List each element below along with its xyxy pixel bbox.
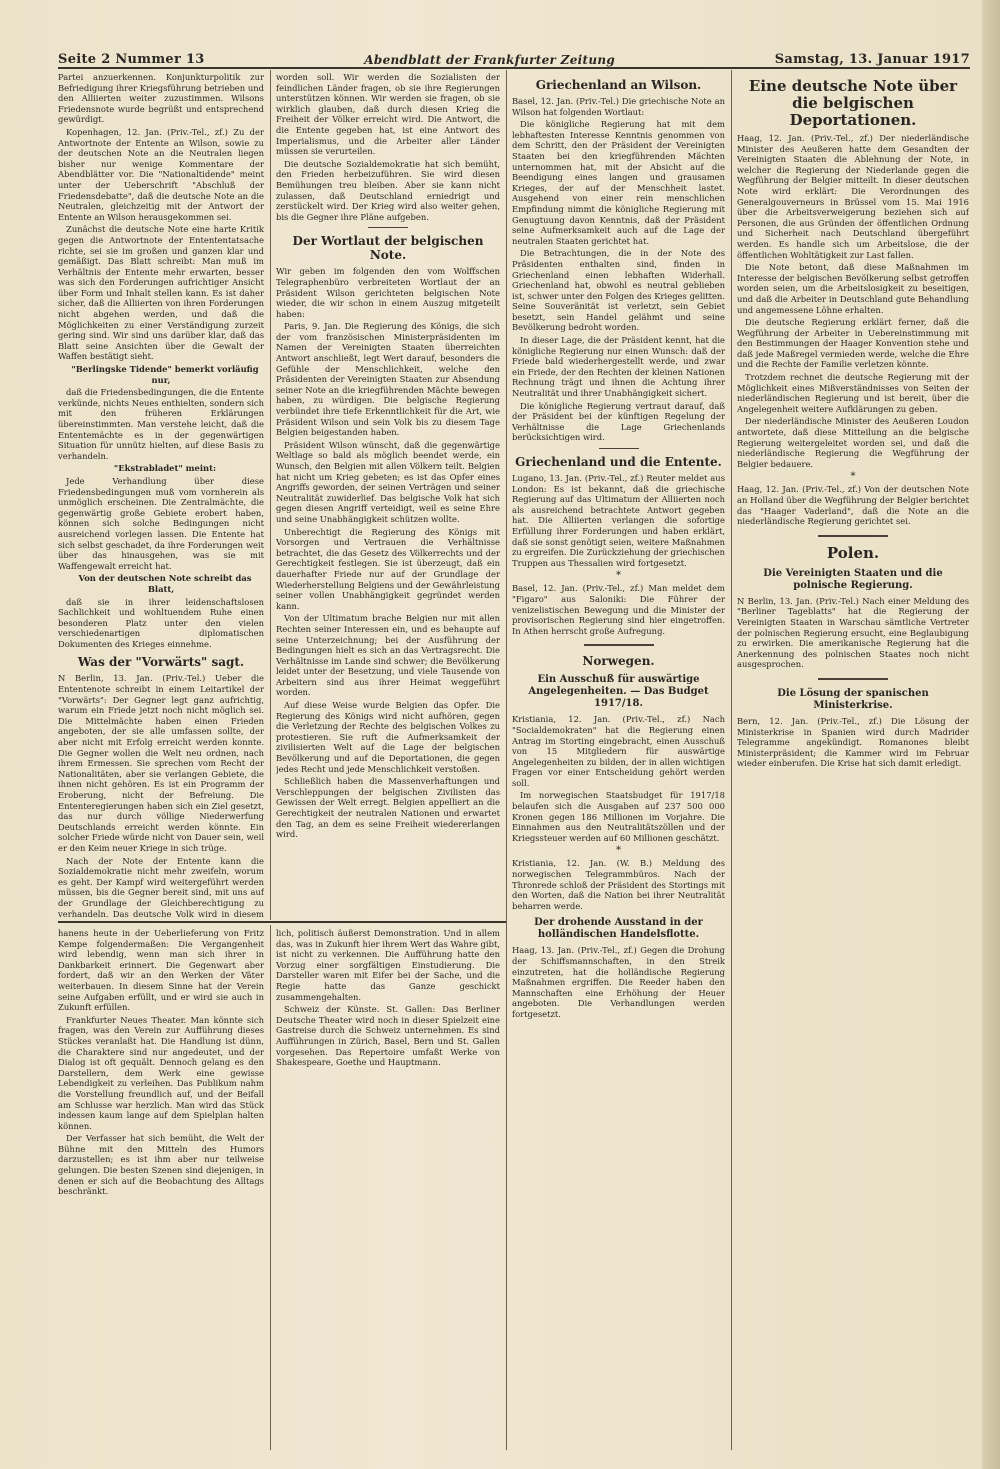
separator	[584, 644, 654, 646]
column-rule	[270, 925, 271, 1450]
article-text: Die deutsche Sozialdemokratie hat sich bemüht, den Frieden herbeizuführen. Sie wird diesen Bemühungen treu bleiben. Aber sie kann nicht zulassen, daß Deutschland erniedrigt und zerstückelt wird. Der Krieg wird also weiter gehen, bis die Gegner ihre Pläne aufgeben.	[276, 158, 500, 222]
separator	[818, 535, 888, 537]
article-text: Die Betrachtungen, die in der Note des Präsidenten enthalten sind, finden in Griechenland einen lebhaften Widerhall. Griechenland hat, obwohl es neutral geblieben ist, schwer unter den Folgen des Krieges gelitten. Seine Souveränität ist verletzt, sein Gebiet besetzt, sein Handel gelähmt und seine Bevölkerung bedroht worden.	[512, 248, 725, 333]
article-text: Trotzdem rechnet die deutsche Regierung mit der Möglichkeit eines Mißverständnisses von Seiten der niederländischen Regierung und ist bereit, über die Angelegenheit weitere Aufklärungen zu geben.	[737, 372, 969, 414]
article-title: Norwegen.	[582, 654, 655, 669]
column-rule	[731, 70, 732, 1450]
article-title: Griechenland und die Entente.	[515, 455, 722, 469]
article-text: Kopenhagen, 12. Jan. (Priv.-Tel., zf.) Zu der Antwortnote der Entente an Wilson, sowie zu der deutschen Note an die Neutralen liegen bisher nur wenige Kommentare der Abendblätter vor. Die "Nationaltidende" meint unter der Ueberschrift "Abschluß der Friedensdebatte", daß die deutsche Note an die Neutralen, gleichzeitig mit der Antwort der Entente an Wilson herausgekommen sei.	[58, 126, 264, 222]
feuilleton-text: Schweiz der Künste. St. Gallen: Das Berliner Deutsche Theater wird noch in dieser Spielzeit eine Gastreise durch die Schweiz unternehmen. Es sind Aufführungen in Zürich, Basel, Bern und St. Gallen vorgesehen. Das Repertoire umfaßt Werke von Shakespeare, Goethe und Hauptmann.	[276, 1004, 500, 1068]
article-text: Kristiania, 12. Jan. (W. B.) Meldung des norwegischen Telegrammbüros. Nach der Thronrede schloß der Präsident des Stortings mit den Worten, daß die Nation bei ihrer Neutralität beharren werde.	[512, 858, 725, 911]
feuilleton-text: lich, politisch äußerst Demonstration. Und in allem das, was in Zukunft hier ihrem Wert das Wahre gibt, ist nicht zu verkennen. Die Aufführung hatte den Vorzug einer sorgfältigen Einstudierung. Die Darsteller waren mit Eifer bei der Sache, und die Regie hatte das Ganze geschickt zusammengehalten.	[276, 928, 500, 1002]
article-title: Was der "Vorwärts" sagt.	[77, 655, 245, 670]
article-text: Jede Verhandlung über diese Friedensbedingungen muß vom vornherein als unmöglich erscheinen. Die Zentralmächte, die gegenwärtig große Gebiete erobert haben, können sich solche Bedingungen nicht ausreichend vorlegen lassen. Die Entente hat sich selbst geschadet, da ihre Forderungen weit über das hinausgehen, was sie mit Waffengewalt erreicht hat.	[58, 475, 264, 571]
article-text: Wir geben im folgenden den vom Wolffschen Telegraphenbüro verbreiteten Wortlaut der an Präsident Wilson gerichteten belgischen Note wieder, die wir schon in einem Auszug mitgeteilt haben:	[276, 266, 500, 319]
column-3	[512, 72, 725, 1450]
article-title: Griechenland an Wilson.	[535, 78, 702, 92]
article-subhead: "Berlingske Tidende" bemerkt vorläufig nur,	[71, 364, 259, 385]
article-text: Im norwegischen Staatsbudget für 1917/18 belaufen sich die Ausgaben auf 237 500 000 Kronen gegen 186 Millionen im Vorjahre. Die Einnahmen aus den Neutralitätszöllen und der Kriegssteuer werden auf 60 Millionen geschätzt.	[512, 790, 725, 843]
article-text: Nach der Note der Entente kann die Sozialdemokratie nicht mehr zweifeln, worum es geht. Der Kampf wird weitergeführt werden müssen, bis die Gegner bereit sind, mit uns auf der Grundlage der Gleichberechtigung zu verhandeln. Das deutsche Volk wird in diesem	[58, 855, 264, 918]
article-text: N Berlin, 13. Jan. (Priv.-Tel.) Ueber die Ententenote schreibt in einem Leitartikel der "Vorwärts": Der Gegner legt ganz aufrichtig, warum ein Friede jetzt noch nicht möglich sei. Die Mittelmächte haben einen Frieden angeboten, der sie alle umfassen sollte, der aber nicht mit Erfolg erreicht werden konnte. Die Gegner wollen die Welt neu ordnen, nach ihrem Ermessen. Sie sprechen vom Recht der Nationalitäten, aber sie verlangen Gebiete, die ihnen nicht gehören. Es ist ein Programm der Eroberung, nicht der Befreiung. Die Ententeregierungen haben sich ein Ziel gesetzt, das nur durch völlige Niederwerfung Deutschlands erreicht werden könnte. Ein solcher Friede würde nicht von Dauer sein, weil er den Keim neuer Kriege in sich trüge.	[58, 673, 264, 853]
column-4	[737, 72, 969, 1450]
column-rule	[506, 70, 507, 1450]
article-text: Präsident Wilson wünscht, daß die gegenwärtige Weltlage so bald als möglich beendet werde, ein Wunsch, den Belgien mit allen Völkern teilt. Belgien hat nicht um Krieg gebeten; es ist das Opfer eines Angriffs geworden, der seinen Verträgen und seiner Neutralität zuwiderlief. Das belgische Volk hat sich gegen diesen Angriff verteidigt, weil es seine Ehre und seine Unabhängigkeit schützen wollte.	[276, 439, 500, 524]
article-text: Der niederländische Minister des Aeußeren Loudon antwortete, daß diese Mitteilung an die belgische Regierung weitergeleitet worden sei, und daß die niederländische Regierung die Wegführung der Belgier bedauere.	[737, 416, 969, 469]
separator	[599, 448, 639, 449]
article-subhead: "Ekstrabladet" meint:	[113, 463, 217, 474]
article-text: Basel, 12. Jan. (Priv.-Tel., zf.) Man meldet dem "Figaro" aus Saloniki: Die Führer der venizelistischen Bewegung und die Minister der provisorischen Regierung sind hier eingetroffen. In Athen herrscht große Aufregung.	[512, 583, 725, 636]
feuilleton-column-1	[58, 928, 264, 1448]
article-title: Eine deutsche Note über die belgischen Deportationen.	[748, 77, 958, 129]
article-subtitle: Der drohende Ausstand in der holländischen Handelsflotte.	[534, 917, 703, 941]
header-masthead: Abendblatt der Frankfurter Zeitung	[364, 53, 616, 67]
article-title: Polen.	[826, 543, 880, 562]
article-text: Die deutsche Regierung erklärt ferner, daß die Wegführung der Arbeiter in Uebereinstimmung mit den Bestimmungen der Haager Konvention stehe und daß jede Maßregel vermieden werde, welche die Ehre und die Rechte der Familie verletzen könnte.	[737, 317, 969, 370]
article-text: Die Note betont, daß diese Maßnahmen im Interesse der belgischen Bevölkerung selbst getroffen worden seien, um die Arbeitslosigkeit zu beseitigen, und daß die Arbeiter in Deutschland gute Behandlung und angemessene Löhne erhalten.	[737, 262, 969, 315]
article-title: Der Wortlaut der belgischen Note.	[292, 234, 484, 263]
separator	[818, 678, 888, 680]
page-header	[58, 45, 970, 69]
article-text: Die königliche Regierung vertraut darauf, daß der Präsident bei der künftigen Regelung der Verhältnisse die Lage Griechenlands berücksichtigen wird.	[512, 400, 725, 443]
article-text: Schließlich haben die Massenverhaftungen und Verschleppungen der belgischen Zivilisten das Gewissen der Welt erregt. Belgien appelliert an die Gerechtigkeit der neutralen Nationen und erwartet den Tag, an dem es seine Freiheit wiedererlangen wird.	[276, 776, 500, 840]
column-2	[276, 72, 500, 918]
article-text: Lugano, 13. Jan. (Priv.-Tel., zf.) Reuter meldet aus London: Es ist bekannt, daß die griechische Regierung auf das Ultimatum der Alliierten noch als ausreichend betrachtete Antwort gegeben hat. Die Alliierten verlangen die sofortige Erfüllung ihrer Forderungen und haben erklärt, daß sie sonst genötigt seien, weitere Maßnahmen zu ergreifen. Die Zurückziehung der griechischen Truppen aus Thessalien wird fortgesetzt.	[512, 473, 725, 568]
article-text: Von der Ultimatum brache Belgien nur mit allen Rechten seiner Interessen ein, und es behaupte auf seine Unterzeichnung; bei der Ausführung der Bedingungen hielt es sich an das Vertragsrecht. Die Verhältnisse im Lande sind schwer; die Bevölkerung leidet unter der Besetzung, und viele Tausende von Arbeitern sind aus ihrer Heimat weggeführt worden.	[276, 613, 500, 698]
article-text: Haag, 13. Jan. (Priv.-Tel., zf.) Gegen die Drohung der Schiffsmannschaften, in den Streik einzutreten, hat die holländische Regierung Maßnahmen ergriffen. Die Reeder haben den Mannschaften eine Erhöhung der Heuer angeboten. Die Verhandlungen werden fortgesetzt.	[512, 945, 725, 1019]
article-text: Haag, 12. Jan. (Priv.-Tel., zf.) Der niederländische Minister des Aeußeren hatte dem Gesandten der Vereinigten Staaten die Ablehnung der Note, in welcher die Regierung der Niederlande gegen die Wegführung der Belgier mitteilt. In dieser deutschen Note wird erklärt: Die Verordnungen des Generalgouverneurs in Brüssel vom 15. Mai 1916 über die Arbeitsverweigerung beziehen sich auf Personen, die aus Gründen der öffentlichen Ordnung und Sicherheit nach Deutschland übergeführt werden. Es handle sich um Arbeitslose, die der öffentlichen Wohltätigkeit zur Last fallen.	[737, 133, 969, 260]
separator: *	[616, 845, 621, 857]
article-text: worden soll. Wir werden die Sozialisten der feindlichen Länder fragen, ob sie ihre Regierungen unterstützen können. Wir werden sie fragen, ob sie wirklich glauben, daß durch diesen Krieg die Freiheit der Völker erreicht wird. Die Antwort, die die Entente gegeben hat, ist eine Antwort des Imperialismus, und die Arbeiter aller Länder müssen sie verurteilen.	[276, 72, 500, 157]
article-text: In dieser Lage, die der Präsident kennt, hat die königliche Regierung nur einen Wunsch: daß der Friede bald wiederhergestellt werde, und zwar ein Friede, der den Rechten der kleinen Nationen Rechnung trägt und ihnen die Achtung ihrer Neutralität und ihrer Unabhängigkeit sichert.	[512, 335, 725, 399]
article-text: Kristiania, 12. Jan. (Priv.-Tel., zf.) Nach "Socialdemokraten" hat die Regierung einen Antrag im Storting eingebracht, einen Ausschuß von 15 Mitgliedern für auswärtige Angelegenheiten zu bilden, der in allen wichtigen Fragen vor einer Entscheidung gehört werden soll.	[512, 714, 725, 788]
article-text: Unberechtigt die Regierung des Königs mit Vorsorgen und Vertrauen die Verhältnisse betrachtet, die das Gesetz des Völkerrechts und der Gerechtigkeit festlegen. Sie ist überzeugt, daß ein dauerhafter Friede nur auf der Grundlage der Wiederherstellung Belgiens und der Gewährleistung seiner vollen Unabhängigkeit gegründet werden kann.	[276, 526, 500, 611]
feuilleton-text: Der Verfasser hat sich bemüht, die Welt der Bühne mit den Mitteln des Humors darzustellen; es ist ihm aber nur teilweise gelungen. Die besten Szenen sind diejenigen, in denen er sich auf die Beobachtung des Alltags beschränkt.	[58, 1133, 264, 1197]
article-subtitle: Ein Ausschuß für auswärtige Angelegenheiten. — Das Budget 1917/18.	[528, 674, 709, 710]
feuilleton-column-2	[276, 928, 500, 1448]
separator: *	[616, 570, 621, 582]
column-rule	[270, 70, 271, 920]
article-text: Haag, 12. Jan. (Priv.-Tel., zf.) Von der deutschen Note an Holland über die Wegführung der Belgier berichtet das "Haager Vaderland", daß die Note an die niederländische Regierung gerichtet sei.	[737, 484, 969, 527]
article-subtitle: Die Vereinigten Staaten und die polnische Regierung.	[763, 567, 943, 591]
header-page-number: Seite 2 Nummer 13	[58, 52, 205, 67]
article-text: Zunächst die deutsche Note eine harte Kritik gegen die Antwortnote der Entententatsache richte, sei sie im großen und ganzen klar und gemäßigt. Das Blatt schreibt: Man muß im Verhältnis der Entente mehr erwarten, besser was sich den Forderungen aufrichtiger Ansicht über Form und Inhalt stellen kann. Es ist daher sicher, daß die Alliierten von ihren Forderungen nicht abgehen werden, und daß die Möglichkeiten zu einer Verständigung zurzeit gering sind. Wir sind uns darüber klar, daß das Blatt seine Ansichten über die Gewalt der Waffen bestätigt sieht.	[58, 224, 264, 362]
page-edge	[982, 0, 1000, 1469]
article-text: Auf diese Weise wurde Belgien das Opfer. Die Regierung des Königs wird nicht aufhören, gegen die Verletzung der Rechte des belgischen Volkes zu protestieren. Sie ruft die Aufmerksamkeit der zivilisierten Welt auf die Lage der belgischen Bevölkerung und auf die Deportationen, die gegen jedes Recht und jede Menschlichkeit verstoßen.	[276, 700, 500, 774]
article-title: Die Lösung der spanischen Ministerkrise.	[777, 687, 929, 711]
header-date: Samstag, 13. Januar 1917	[774, 52, 970, 67]
feuilleton-text: hanens heute in der Ueberlieferung von Fritz Kempe folgendermaßen: Die Vergangenheit wird lebendig, wenn man sich ihrer in Dankbarkeit erinnert. Die Gegenwart aber fordert, daß wir an den Werken der Väter weiterbauen. In diesem Sinne hat der Verein seine Aufgaben erfüllt, und er wird sie auch in Zukunft erfüllen.	[58, 928, 264, 1013]
article-text: Paris, 9. Jan. Die Regierung des Königs, die sich der vom französischen Ministerpräsidenten im Namen der Vereinigten Staaten überreichten Antwort anschließt, legt Wert darauf, besonders die Gefühle der Menschlichkeit, welche den Präsidenten der Vereinigten Staaten zur Absendung seiner Note an die kriegführenden Mächte bewegen haben, zu würdigen. Die belgische Regierung verbündet ihre tiefe Erkenntlichkeit für die Art, wie Präsident Wilson und sein Volk bis zu diesem Tage Belgien beigestanden haben.	[276, 321, 500, 438]
article-text: Basel, 12. Jan. (Priv.-Tel.) Die griechische Note an Wilson hat folgenden Wortlaut:	[512, 96, 725, 117]
article-subhead: Von der deutschen Note schreibt das Blatt,	[78, 573, 252, 594]
article-text: Die königliche Regierung hat mit dem lebhaftesten Interesse Kenntnis genommen von dem Schritt, den der Präsident der Vereinigten Staaten bei den kriegführenden Mächten unternommen hat, mit der Absicht auf die Beendigung eines langen und grausamen Krieges, der auf der Menschheit lastet. Ausgehend von einer rein menschlichen Empfindung nimmt die königliche Regierung mit Genugtuung davon Kenntnis, daß der Präsident seine Aufmerksamkeit auch auf die Lage der neutralen Staaten gerichtet hat.	[512, 119, 725, 246]
feuilleton-text: Frankfurter Neues Theater. Man könnte sich fragen, was den Verein zur Aufführung dieses Stückes veranlaßt hat. Die Handlung ist dünn, die Charaktere sind nur angedeutet, und der Dialog ist oft gequält. Dennoch gelang es den Darstellern, dem Werk eine gewisse Lebendigkeit zu verleihen. Das Publikum nahm die Vorstellung freundlich auf, und der Beifall am Schlusse war herzlich. Man wird das Stück indessen kaum lange auf dem Spielplan halten können.	[58, 1014, 264, 1131]
article-text: Bern, 12. Jan. (Priv.-Tel., zf.) Die Lösung der Ministerkrise in Spanien wird durch Madrider Telegramme angekündigt. Romanones bleibt Ministerpräsident; die Kammer wird im Februar wieder einberufen. Die Krise hat sich damit erledigt.	[737, 715, 969, 769]
separator: *	[850, 471, 856, 483]
separator	[368, 227, 408, 228]
article-text: daß die Friedensbedingungen, die die Entente verkünde, nichts Neues enthielten, sondern sich mit den früheren Erklärungen übereinstimmten. Man verstehe leicht, daß die Ententemächte es in der gegenwärtigen Situation für unnütz hielten, auf diese Basis zu verhandeln.	[58, 387, 264, 461]
article-text: Partei anzuerkennen. Konjunkturpolitik zur Befriedigung ihrer Kriegsführung betrieben und den Alliierten weiter zuzustimmen. Wilsons Friedensnote wurde begrüßt und entsprechend gewürdigt.	[58, 72, 264, 125]
article-text: daß sie in ihrer leidenschaftslosen Sachlichkeit und wohltuendem Ruhe einen besonderen Platz unter den vielen verschiedenartigen diplomatischen Dokumenten des Krieges einnehme.	[58, 596, 264, 649]
article-text: N Berlin, 13. Jan. (Priv.-Tel.) Nach einer Meldung des "Berliner Tageblatts" hat die Regierung der Vereinigten Staaten in Warschau sämtliche Vertreter der polnischen Regierung ersucht, eine Beglaubigung zu erwirken. Die amerikanische Regierung hat die Anerkennung des polnischen Staates noch nicht ausgesprochen.	[737, 595, 969, 670]
column-1	[58, 72, 264, 918]
feuilleton-rule	[58, 921, 506, 923]
